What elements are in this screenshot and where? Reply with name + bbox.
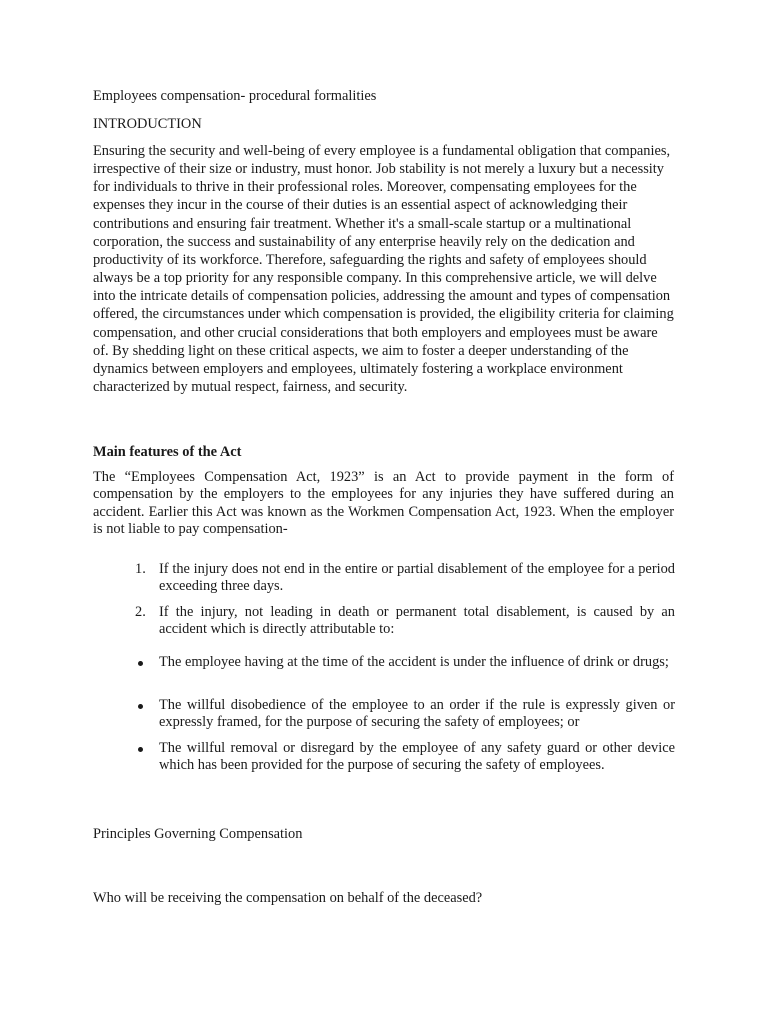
bullet-icon [138, 747, 143, 752]
bullet-list-item-3-wrapper [135, 740, 675, 775]
document-title: Employees compensation- procedural formalities [93, 88, 377, 104]
list-item [135, 654, 675, 671]
bullet-list-item-1-wrapper [135, 654, 675, 671]
introduction-heading: INTRODUCTION [93, 116, 202, 132]
features-paragraph: The “Employees Compensation Act, 1923” is an Act to provide payment in the form of compensation by the employers to the employees for any injuries they have suffered during an accident. Earlier this Act was known as the Workmen Compensation Act, 1923. When the employer is not liable to pay compensation- [93, 469, 674, 537]
list-item-text: The willful removal or disregard by the employee of any safety guard or other device which has been provided for the purpose of securing the safety of employees. [159, 740, 675, 774]
list-item [135, 697, 675, 732]
list-number: 1. [135, 561, 146, 577]
introduction-paragraph: Ensuring the security and well-being of every employee is a fundamental obligation that companies, irrespective of their size or industry, must honor. Job stability is not merely a luxury but a necessity for individuals to thrive in their professional roles. Moreover, compensating employees for the expenses they incur in the course of their duties is an essential aspect of acknowledging their contributions and ensuring fair treatment. Whether it's a small-scale startup or a multinational corporation, the success and sustainability of any enterprise heavily rely on the dedication and productivity of its workforce. Therefore, safeguarding the rights and safety of employees should always be a top priority for any responsible company. In this comprehensive article, we will delve into the intricate details of compensation policies, addressing the amount and types of compensation offered, the circumstances under which compensation is provided, the eligibility criteria for claiming compensation, and other crucial considerations that both employers and employees must be aware of. By shedding light on these critical aspects, we aim to foster a deeper understanding of the dynamics between employers and employees, ultimately fostering a workplace environment characterized by mutual respect, fairness, and security. [93, 143, 674, 396]
list-item-text: If the injury does not end in the entire or partial disablement of the employee for a period exceeding three days. [159, 561, 675, 595]
features-heading: Main features of the Act [93, 444, 242, 460]
numbered-list-item-2-wrapper [135, 604, 675, 639]
list-item [135, 604, 675, 639]
principles-heading: Principles Governing Compensation [93, 826, 303, 842]
list-number: 2. [135, 604, 146, 620]
bullet-icon [138, 704, 143, 709]
list-item-text: If the injury, not leading in death or permanent total disablement, is caused by an accident which is directly attributable to: [159, 604, 675, 638]
list-item-text: The willful disobedience of the employee to an order if the rule is expressly given or expressly framed, for the purpose of securing the safety of employees; or [159, 697, 675, 731]
bullet-icon [138, 661, 143, 666]
question-text: Who will be receiving the compensation on behalf of the deceased? [93, 890, 483, 906]
list-item-text: The employee having at the time of the accident is under the influence of drink or drugs; [159, 654, 669, 670]
bullet-list-item-2-wrapper [135, 697, 675, 732]
numbered-list-item-1-wrapper [135, 561, 675, 596]
list-item [135, 561, 675, 596]
list-item [135, 740, 675, 775]
